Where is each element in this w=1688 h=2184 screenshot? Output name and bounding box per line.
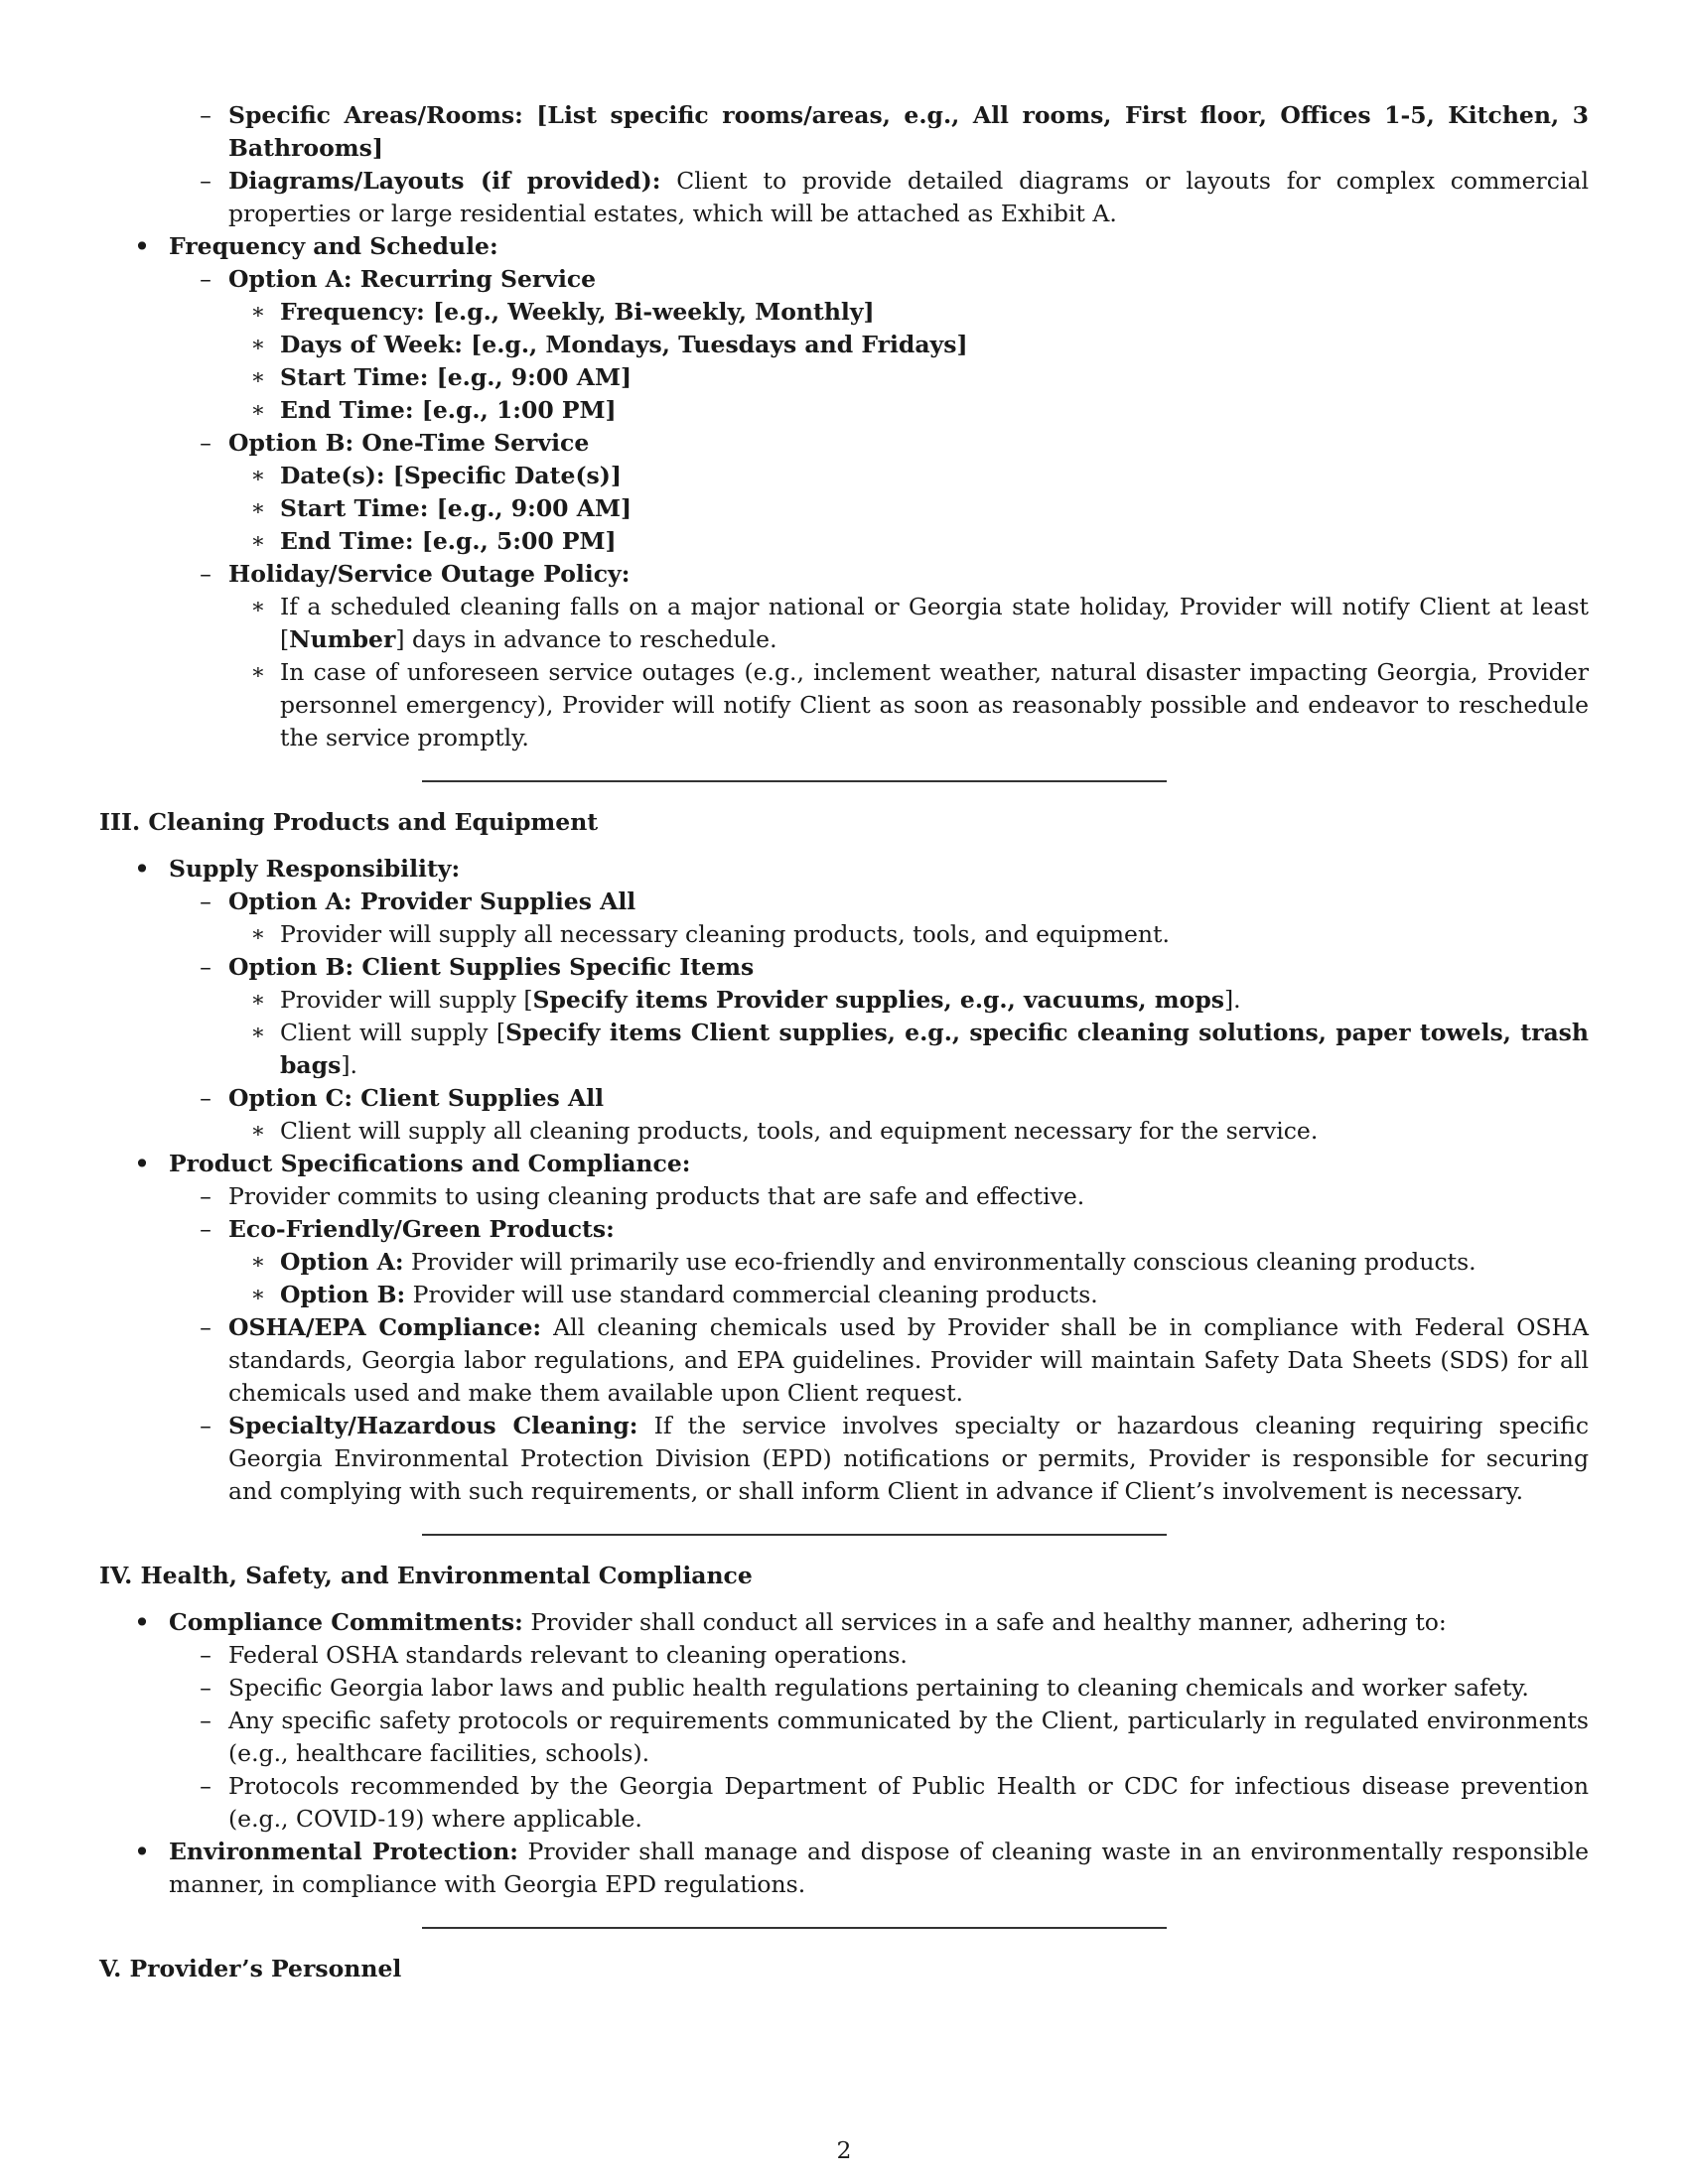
item-label: End Time: bbox=[280, 527, 414, 555]
item-text: [Specific Date(s)] bbox=[384, 462, 623, 489]
dash-marker: – bbox=[200, 265, 211, 293]
section-divider bbox=[422, 780, 1167, 782]
star-marker: ∗ bbox=[250, 496, 266, 521]
item-label: Date(s): bbox=[280, 462, 385, 489]
dash-marker: – bbox=[200, 560, 211, 588]
bullet-marker: • bbox=[133, 853, 151, 886]
item-text: If a scheduled cleaning falls on a major national or Georgia state holiday, Provider will notify Client at least [ bbox=[280, 593, 1589, 653]
list-item bbox=[99, 1246, 1589, 1279]
dash-marker: – bbox=[200, 1215, 211, 1243]
star-marker: ∗ bbox=[250, 333, 266, 357]
list-item bbox=[99, 984, 1589, 1017]
item-label: Product Specifications and Compliance: bbox=[169, 1150, 691, 1177]
list-item bbox=[99, 1017, 1589, 1082]
item-text: [e.g., 5:00 PM] bbox=[413, 527, 617, 555]
item-label: Option C: Client Supplies All bbox=[228, 1084, 605, 1112]
star-marker: ∗ bbox=[250, 398, 266, 423]
item-label: Option A: bbox=[280, 1248, 404, 1276]
star-marker: ∗ bbox=[250, 529, 266, 554]
item-text: Provider shall conduct all services in a safe and healthy manner, adhering to: bbox=[522, 1608, 1447, 1636]
item-text: [e.g., Mondays, Tuesdays and Fridays] bbox=[462, 331, 968, 358]
section-divider bbox=[422, 1534, 1167, 1536]
item-text: Client will supply [ bbox=[280, 1019, 506, 1046]
bullet-marker: • bbox=[133, 1836, 151, 1868]
item-text: Specific Georgia labor laws and public health regulations pertaining to cleaning chemicals and worker safety. bbox=[228, 1674, 1529, 1702]
list-item bbox=[99, 591, 1589, 656]
list-item bbox=[99, 165, 1589, 230]
list-item bbox=[99, 1836, 1589, 1901]
list-item bbox=[99, 1705, 1589, 1770]
star-marker: ∗ bbox=[250, 1021, 266, 1045]
item-label: Days of Week: bbox=[280, 331, 463, 358]
item-label: Environmental Protection: bbox=[169, 1838, 518, 1865]
item-text: Client to provide detailed diagrams or layouts for complex commercial properties or large residential estates, which will be attached as Exhibit A. bbox=[228, 167, 1589, 227]
list-item bbox=[99, 918, 1589, 951]
item-text: [e.g., 1:00 PM] bbox=[413, 396, 617, 424]
star-marker: ∗ bbox=[250, 988, 266, 1013]
bullet-marker: • bbox=[133, 230, 151, 263]
bullet-marker: • bbox=[133, 1148, 151, 1180]
star-marker: ∗ bbox=[250, 300, 266, 325]
item-text: Provider shall manage and dispose of cleaning waste in an environmentally responsible manner, in compliance with Georgia EPD regulations. bbox=[169, 1838, 1590, 1898]
star-marker: ∗ bbox=[250, 1119, 266, 1144]
item-text: Provider will supply [ bbox=[280, 986, 533, 1014]
star-marker: ∗ bbox=[250, 922, 266, 947]
list-item bbox=[99, 296, 1589, 329]
placeholder-text: Specify items Provider supplies, e.g., vacuums, mops bbox=[532, 986, 1224, 1014]
dash-marker: – bbox=[200, 1674, 211, 1702]
item-label: Start Time: bbox=[280, 494, 429, 522]
item-label: Specialty/Hazardous Cleaning: bbox=[228, 1412, 638, 1439]
section-heading-iii: III. Cleaning Products and Equipment bbox=[99, 808, 599, 836]
star-marker: ∗ bbox=[250, 1283, 266, 1307]
item-label: Option A: Provider Supplies All bbox=[228, 887, 636, 915]
list-item bbox=[99, 1770, 1589, 1836]
item-text: Provider commits to using cleaning products that are safe and effective. bbox=[228, 1182, 1085, 1210]
item-text: Provider will use standard commercial cleaning products. bbox=[405, 1281, 1098, 1308]
item-label: Option B: bbox=[280, 1281, 406, 1308]
item-label: Diagrams/Layouts (if provided): bbox=[228, 167, 661, 195]
item-text: [e.g., Weekly, Bi-weekly, Monthly] bbox=[424, 298, 875, 326]
dash-marker: – bbox=[200, 1182, 211, 1210]
item-text: Client will supply all cleaning products, tools, and equipment necessary for the service. bbox=[280, 1117, 1319, 1145]
list-item bbox=[99, 886, 1589, 918]
list-item bbox=[99, 1672, 1589, 1705]
bullet-marker: • bbox=[133, 1606, 151, 1639]
list-item bbox=[99, 558, 1589, 591]
list-item bbox=[99, 1115, 1589, 1148]
dash-marker: – bbox=[200, 1412, 211, 1439]
dash-marker: – bbox=[200, 429, 211, 457]
item-text: If the service involves specialty or hazardous cleaning requiring specific Georgia Environmental Protection Division (EPD) notifications or permits, Provider is responsible for securing and complying with such requirements, or shall inform Client in advance if Client’s involvement is necessary. bbox=[228, 1412, 1589, 1505]
list-item bbox=[99, 1213, 1589, 1246]
list-item bbox=[99, 1082, 1589, 1115]
item-text: ]. bbox=[341, 1051, 357, 1079]
item-label: Option B: One-Time Service bbox=[228, 429, 590, 457]
item-text: ]. bbox=[1224, 986, 1241, 1014]
list-item bbox=[99, 1311, 1589, 1410]
list-item bbox=[99, 951, 1589, 984]
star-marker: ∗ bbox=[250, 365, 266, 390]
dash-marker: – bbox=[200, 1313, 211, 1341]
item-label: Option B: Client Supplies Specific Items bbox=[228, 953, 755, 981]
section-iii-list bbox=[99, 853, 1589, 1508]
list-item bbox=[99, 525, 1589, 558]
list-item bbox=[99, 329, 1589, 361]
dash-marker: – bbox=[200, 1772, 211, 1800]
dash-marker: – bbox=[200, 101, 211, 129]
placeholder-text: Number bbox=[289, 625, 396, 653]
section-heading-iv: IV. Health, Safety, and Environmental Compliance bbox=[99, 1562, 753, 1589]
item-label: End Time: bbox=[280, 396, 414, 424]
star-marker: ∗ bbox=[250, 660, 266, 685]
item-text: Any specific safety protocols or requirements communicated by the Client, particularly in regulated environments (e.g., healthcare facilities, schools). bbox=[228, 1706, 1589, 1767]
item-text: [e.g., 9:00 AM] bbox=[428, 494, 633, 522]
dash-marker: – bbox=[200, 1641, 211, 1669]
list-item bbox=[99, 1279, 1589, 1311]
item-label: Supply Responsibility: bbox=[169, 855, 461, 883]
item-label: Frequency and Schedule: bbox=[169, 232, 498, 260]
dash-marker: – bbox=[200, 1706, 211, 1734]
item-text: Protocols recommended by the Georgia Department of Public Health or CDC for infectious disease prevention (e.g., COVID-19) where applicable. bbox=[228, 1772, 1589, 1833]
list-item bbox=[99, 361, 1589, 394]
list-item bbox=[99, 1148, 1589, 1180]
item-text: Federal OSHA standards relevant to cleaning operations. bbox=[228, 1641, 908, 1669]
item-label: Compliance Commitments: bbox=[169, 1608, 523, 1636]
list-item bbox=[99, 99, 1589, 165]
list-item bbox=[99, 853, 1589, 886]
dash-marker: – bbox=[200, 167, 211, 195]
item-text: ] days in advance to reschedule. bbox=[395, 625, 777, 653]
item-text: [List specific rooms/areas, e.g., All rooms, First floor, Offices 1-5, Kitchen, 3 Bathrooms] bbox=[228, 101, 1590, 162]
list-item bbox=[99, 656, 1589, 754]
list-item bbox=[99, 1639, 1589, 1672]
item-label: Start Time: bbox=[280, 363, 429, 391]
item-text: All cleaning chemicals used by Provider shall be in compliance with Federal OSHA standards, Georgia labor regulations, and EPA guidelines. Provider will maintain Safety Data Sheets (SDS) for all chemicals used and make them available upon Client request. bbox=[228, 1313, 1589, 1407]
item-text: Provider will supply all necessary cleaning products, tools, and equipment. bbox=[280, 920, 1170, 948]
star-marker: ∗ bbox=[250, 1250, 266, 1275]
item-label: Option A: Recurring Service bbox=[228, 265, 597, 293]
list-item bbox=[99, 460, 1589, 492]
list-item bbox=[99, 492, 1589, 525]
item-label: Specific Areas/Rooms: bbox=[228, 101, 523, 129]
section-iv-list bbox=[99, 1606, 1589, 1901]
list-item bbox=[99, 427, 1589, 460]
item-text: Provider will primarily use eco-friendly and environmentally conscious cleaning products. bbox=[403, 1248, 1477, 1276]
item-text: [e.g., 9:00 AM] bbox=[428, 363, 633, 391]
star-marker: ∗ bbox=[250, 464, 266, 488]
section-divider bbox=[422, 1927, 1167, 1929]
item-label: Frequency: bbox=[280, 298, 425, 326]
dash-marker: – bbox=[200, 887, 211, 915]
list-item bbox=[99, 1410, 1589, 1508]
placeholder-text: Specify items Client supplies, e.g., specific cleaning solutions, paper towels, trash bags bbox=[280, 1019, 1590, 1079]
dash-marker: – bbox=[200, 953, 211, 981]
item-label: Eco-Friendly/Green Products: bbox=[228, 1215, 615, 1243]
list-item bbox=[99, 1180, 1589, 1213]
dash-marker: – bbox=[200, 1084, 211, 1112]
item-text: In case of unforeseen service outages (e.g., inclement weather, natural disaster impacting Georgia, Provider personnel emergency), Provider will notify Client as soon as reasonably possible and endeavor to reschedule the service promptly. bbox=[280, 658, 1589, 751]
list-item bbox=[99, 263, 1589, 296]
document-body bbox=[99, 99, 1589, 1985]
page-number: 2 bbox=[836, 2136, 852, 2164]
list-item bbox=[99, 1606, 1589, 1639]
list-item bbox=[99, 394, 1589, 427]
item-label: Holiday/Service Outage Policy: bbox=[228, 560, 631, 588]
item-label: OSHA/EPA Compliance: bbox=[228, 1313, 542, 1341]
star-marker: ∗ bbox=[250, 595, 266, 619]
section-heading-v: V. Provider’s Personnel bbox=[99, 1955, 402, 1982]
scope-continuation bbox=[99, 99, 1589, 754]
list-item-frequency bbox=[99, 230, 1589, 263]
